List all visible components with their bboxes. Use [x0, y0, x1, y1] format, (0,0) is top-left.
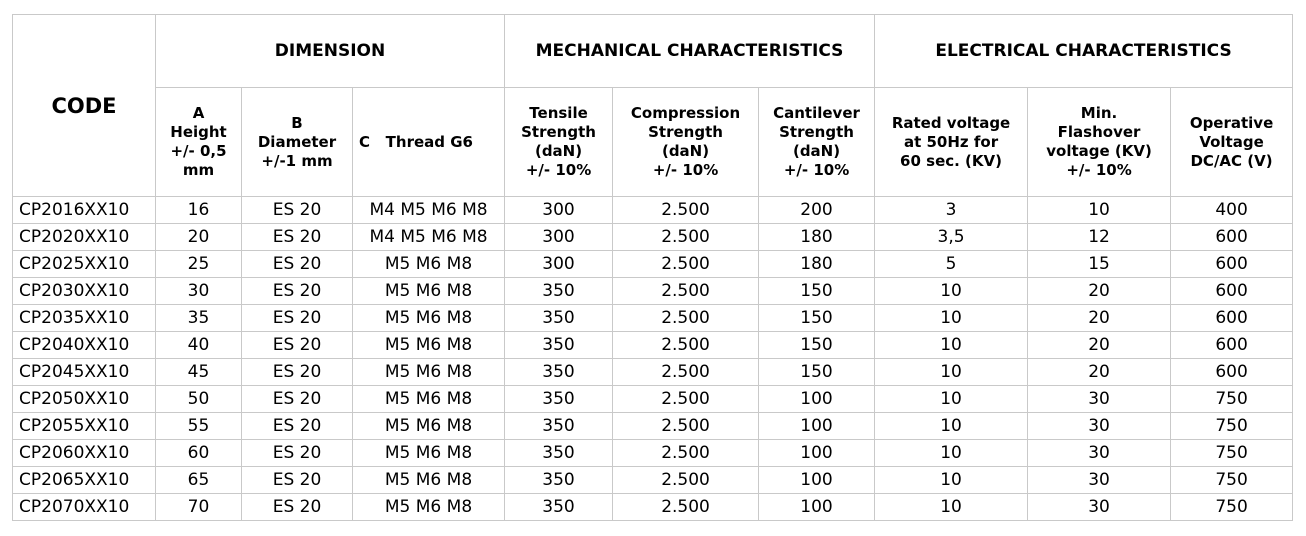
header-line: DC/AC (V)	[1190, 151, 1273, 170]
header-line: Cantilever	[773, 104, 860, 122]
thread-cell: M5 M6 M8	[353, 332, 505, 359]
height-cell: 35	[156, 305, 242, 332]
rated-voltage-cell: 10	[875, 305, 1028, 332]
rated-voltage-cell: 10	[875, 494, 1028, 521]
header-line: A	[192, 104, 205, 122]
operative-voltage-cell: 600	[1171, 278, 1293, 305]
diameter-cell: ES 20	[242, 197, 353, 224]
header-line: Flashover	[1057, 123, 1141, 141]
table-row	[13, 197, 1293, 224]
rated-voltage-cell: 5	[875, 251, 1028, 278]
table-row	[13, 251, 1293, 278]
header-line: Compression	[630, 104, 741, 122]
cantilever-cell: 200	[759, 197, 875, 224]
diameter-cell: ES 20	[242, 386, 353, 413]
compression-cell: 2.500	[613, 467, 759, 494]
mechanical-group-header	[505, 15, 875, 88]
header-line: Tensile	[529, 104, 588, 122]
tensile-cell: 300	[505, 251, 613, 278]
height-cell: 20	[156, 224, 242, 251]
rated-voltage-cell: 10	[875, 467, 1028, 494]
rated-voltage-header	[875, 88, 1028, 197]
thread-cell: M5 M6 M8	[353, 494, 505, 521]
compression-header	[613, 88, 759, 197]
cantilever-header	[759, 88, 875, 197]
thread-cell: M5 M6 M8	[353, 305, 505, 332]
header-line: Height	[170, 123, 227, 141]
code-cell: CP2020XX10	[13, 224, 156, 251]
mechanical-header-line1: MECHANICAL	[535, 41, 662, 61]
header-line: (daN)	[792, 142, 841, 160]
header-line: Strength	[648, 123, 723, 141]
tensile-cell: 350	[505, 494, 613, 521]
mechanical-header-line2: CHARACTERISTICS	[666, 41, 844, 61]
cantilever-cell: 150	[759, 359, 875, 386]
diameter-cell: ES 20	[242, 332, 353, 359]
operative-voltage-cell: 600	[1171, 359, 1293, 386]
flashover-cell: 30	[1028, 494, 1171, 521]
height-header	[156, 88, 242, 197]
diameter-cell: ES 20	[242, 278, 353, 305]
diameter-cell: ES 20	[242, 440, 353, 467]
rated-voltage-cell: 3,5	[875, 224, 1028, 251]
thread-cell: M5 M6 M8	[353, 251, 505, 278]
diameter-cell: ES 20	[242, 467, 353, 494]
height-cell: 50	[156, 386, 242, 413]
height-cell: 70	[156, 494, 242, 521]
operative-voltage-cell: 750	[1171, 467, 1293, 494]
flashover-header	[1028, 88, 1171, 197]
code-cell: CP2035XX10	[13, 305, 156, 332]
flashover-cell: 20	[1028, 278, 1171, 305]
table-row	[13, 467, 1293, 494]
table-row	[13, 224, 1293, 251]
thread-header	[353, 88, 505, 197]
header-line: at 50Hz for	[903, 132, 999, 151]
header-line: +/- 10%	[783, 161, 850, 179]
rated-voltage-cell: 10	[875, 440, 1028, 467]
compression-cell: 2.500	[613, 332, 759, 359]
compression-cell: 2.500	[613, 251, 759, 278]
cantilever-cell: 100	[759, 440, 875, 467]
code-cell: CP2030XX10	[13, 278, 156, 305]
cantilever-cell: 150	[759, 332, 875, 359]
table-row	[13, 332, 1293, 359]
compression-cell: 2.500	[613, 197, 759, 224]
operative-voltage-cell: 750	[1171, 494, 1293, 521]
rated-voltage-cell: 10	[875, 413, 1028, 440]
header-line: voltage (KV)	[1046, 142, 1152, 160]
thread-cell: M4 M5 M6 M8	[353, 197, 505, 224]
rated-voltage-cell: 3	[875, 197, 1028, 224]
thread-cell: M4 M5 M6 M8	[353, 224, 505, 251]
cantilever-cell: 100	[759, 413, 875, 440]
header-line: +/-1 mm	[261, 151, 333, 170]
operative-voltage-cell: 600	[1171, 305, 1293, 332]
rated-voltage-cell: 10	[875, 386, 1028, 413]
tensile-cell: 300	[505, 224, 613, 251]
electrical-group-header: ELECTRICAL CHARACTERISTICS	[875, 15, 1293, 88]
cantilever-cell: 150	[759, 278, 875, 305]
tensile-cell: 350	[505, 305, 613, 332]
operative-voltage-cell: 600	[1171, 251, 1293, 278]
height-cell: 60	[156, 440, 242, 467]
table-row	[13, 413, 1293, 440]
column-header-row	[13, 88, 1293, 197]
rated-voltage-cell: 10	[875, 359, 1028, 386]
header-line: Strength	[779, 123, 854, 141]
height-cell: 40	[156, 332, 242, 359]
flashover-cell: 20	[1028, 332, 1171, 359]
header-line: B	[291, 113, 303, 132]
tensile-header	[505, 88, 613, 197]
header-line: +/- 0,5	[170, 142, 227, 160]
diameter-cell: ES 20	[242, 494, 353, 521]
height-cell: 65	[156, 467, 242, 494]
compression-cell: 2.500	[613, 494, 759, 521]
header-line: Min.	[1080, 104, 1118, 122]
flashover-cell: 12	[1028, 224, 1171, 251]
thread-cell: M5 M6 M8	[353, 413, 505, 440]
tensile-cell: 350	[505, 278, 613, 305]
operative-voltage-cell: 750	[1171, 440, 1293, 467]
thread-cell: M5 M6 M8	[353, 440, 505, 467]
operative-voltage-cell: 400	[1171, 197, 1293, 224]
flashover-cell: 20	[1028, 359, 1171, 386]
height-cell: 45	[156, 359, 242, 386]
spec-table-wrapper	[12, 14, 1293, 521]
header-line: C Thread G6	[359, 132, 473, 151]
header-line: (daN)	[534, 142, 583, 160]
compression-cell: 2.500	[613, 440, 759, 467]
header-line: +/- 10%	[525, 161, 592, 179]
header-line: 60 sec. (KV)	[900, 151, 1002, 170]
tensile-cell: 350	[505, 467, 613, 494]
tensile-cell: 350	[505, 440, 613, 467]
header-line: Rated voltage	[891, 113, 1011, 132]
table-row	[13, 359, 1293, 386]
diameter-cell: ES 20	[242, 305, 353, 332]
diameter-cell: ES 20	[242, 413, 353, 440]
code-cell: CP2060XX10	[13, 440, 156, 467]
tensile-cell: 350	[505, 413, 613, 440]
diameter-header	[242, 88, 353, 197]
code-cell: CP2016XX10	[13, 197, 156, 224]
compression-cell: 2.500	[613, 386, 759, 413]
height-cell: 55	[156, 413, 242, 440]
code-cell: CP2050XX10	[13, 386, 156, 413]
cantilever-cell: 180	[759, 224, 875, 251]
compression-cell: 2.500	[613, 359, 759, 386]
flashover-cell: 30	[1028, 467, 1171, 494]
cantilever-cell: 100	[759, 494, 875, 521]
code-cell: CP2055XX10	[13, 413, 156, 440]
header-line: (daN)	[661, 142, 710, 160]
cantilever-cell: 100	[759, 467, 875, 494]
header-line: Voltage	[1199, 132, 1264, 151]
thread-cell: M5 M6 M8	[353, 278, 505, 305]
dimension-group-header: DIMENSION	[156, 15, 505, 88]
thread-cell: M5 M6 M8	[353, 359, 505, 386]
table-row	[13, 494, 1293, 521]
compression-cell: 2.500	[613, 413, 759, 440]
operative-voltage-cell: 750	[1171, 386, 1293, 413]
flashover-cell: 30	[1028, 413, 1171, 440]
flashover-cell: 30	[1028, 386, 1171, 413]
flashover-cell: 10	[1028, 197, 1171, 224]
thread-cell: M5 M6 M8	[353, 467, 505, 494]
tensile-cell: 350	[505, 359, 613, 386]
tensile-cell: 350	[505, 386, 613, 413]
compression-cell: 2.500	[613, 278, 759, 305]
compression-cell: 2.500	[613, 224, 759, 251]
code-cell: CP2025XX10	[13, 251, 156, 278]
height-cell: 25	[156, 251, 242, 278]
rated-voltage-cell: 10	[875, 332, 1028, 359]
cantilever-cell: 100	[759, 386, 875, 413]
code-cell: CP2070XX10	[13, 494, 156, 521]
operative-voltage-header	[1171, 88, 1293, 197]
code-cell: CP2040XX10	[13, 332, 156, 359]
table-row	[13, 278, 1293, 305]
diameter-cell: ES 20	[242, 224, 353, 251]
cantilever-cell: 150	[759, 305, 875, 332]
diameter-cell: ES 20	[242, 359, 353, 386]
thread-cell: M5 M6 M8	[353, 386, 505, 413]
spec-table	[12, 14, 1293, 521]
header-line: Diameter	[257, 132, 337, 151]
operative-voltage-cell: 600	[1171, 332, 1293, 359]
flashover-cell: 30	[1028, 440, 1171, 467]
operative-voltage-cell: 600	[1171, 224, 1293, 251]
code-cell: CP2065XX10	[13, 467, 156, 494]
table-row	[13, 386, 1293, 413]
header-line: Strength	[521, 123, 596, 141]
height-cell: 16	[156, 197, 242, 224]
code-header: CODE	[13, 15, 156, 197]
header-line: +/- 10%	[652, 161, 719, 179]
table-row	[13, 440, 1293, 467]
group-header-row	[13, 15, 1293, 88]
tensile-cell: 300	[505, 197, 613, 224]
diameter-cell: ES 20	[242, 251, 353, 278]
table-body	[13, 197, 1293, 521]
header-line: mm	[182, 161, 215, 179]
cantilever-cell: 180	[759, 251, 875, 278]
tensile-cell: 350	[505, 332, 613, 359]
code-cell: CP2045XX10	[13, 359, 156, 386]
rated-voltage-cell: 10	[875, 278, 1028, 305]
operative-voltage-cell: 750	[1171, 413, 1293, 440]
header-line: +/- 10%	[1066, 161, 1132, 179]
flashover-cell: 20	[1028, 305, 1171, 332]
table-row	[13, 305, 1293, 332]
height-cell: 30	[156, 278, 242, 305]
flashover-cell: 15	[1028, 251, 1171, 278]
compression-cell: 2.500	[613, 305, 759, 332]
header-line: Operative	[1189, 113, 1274, 132]
